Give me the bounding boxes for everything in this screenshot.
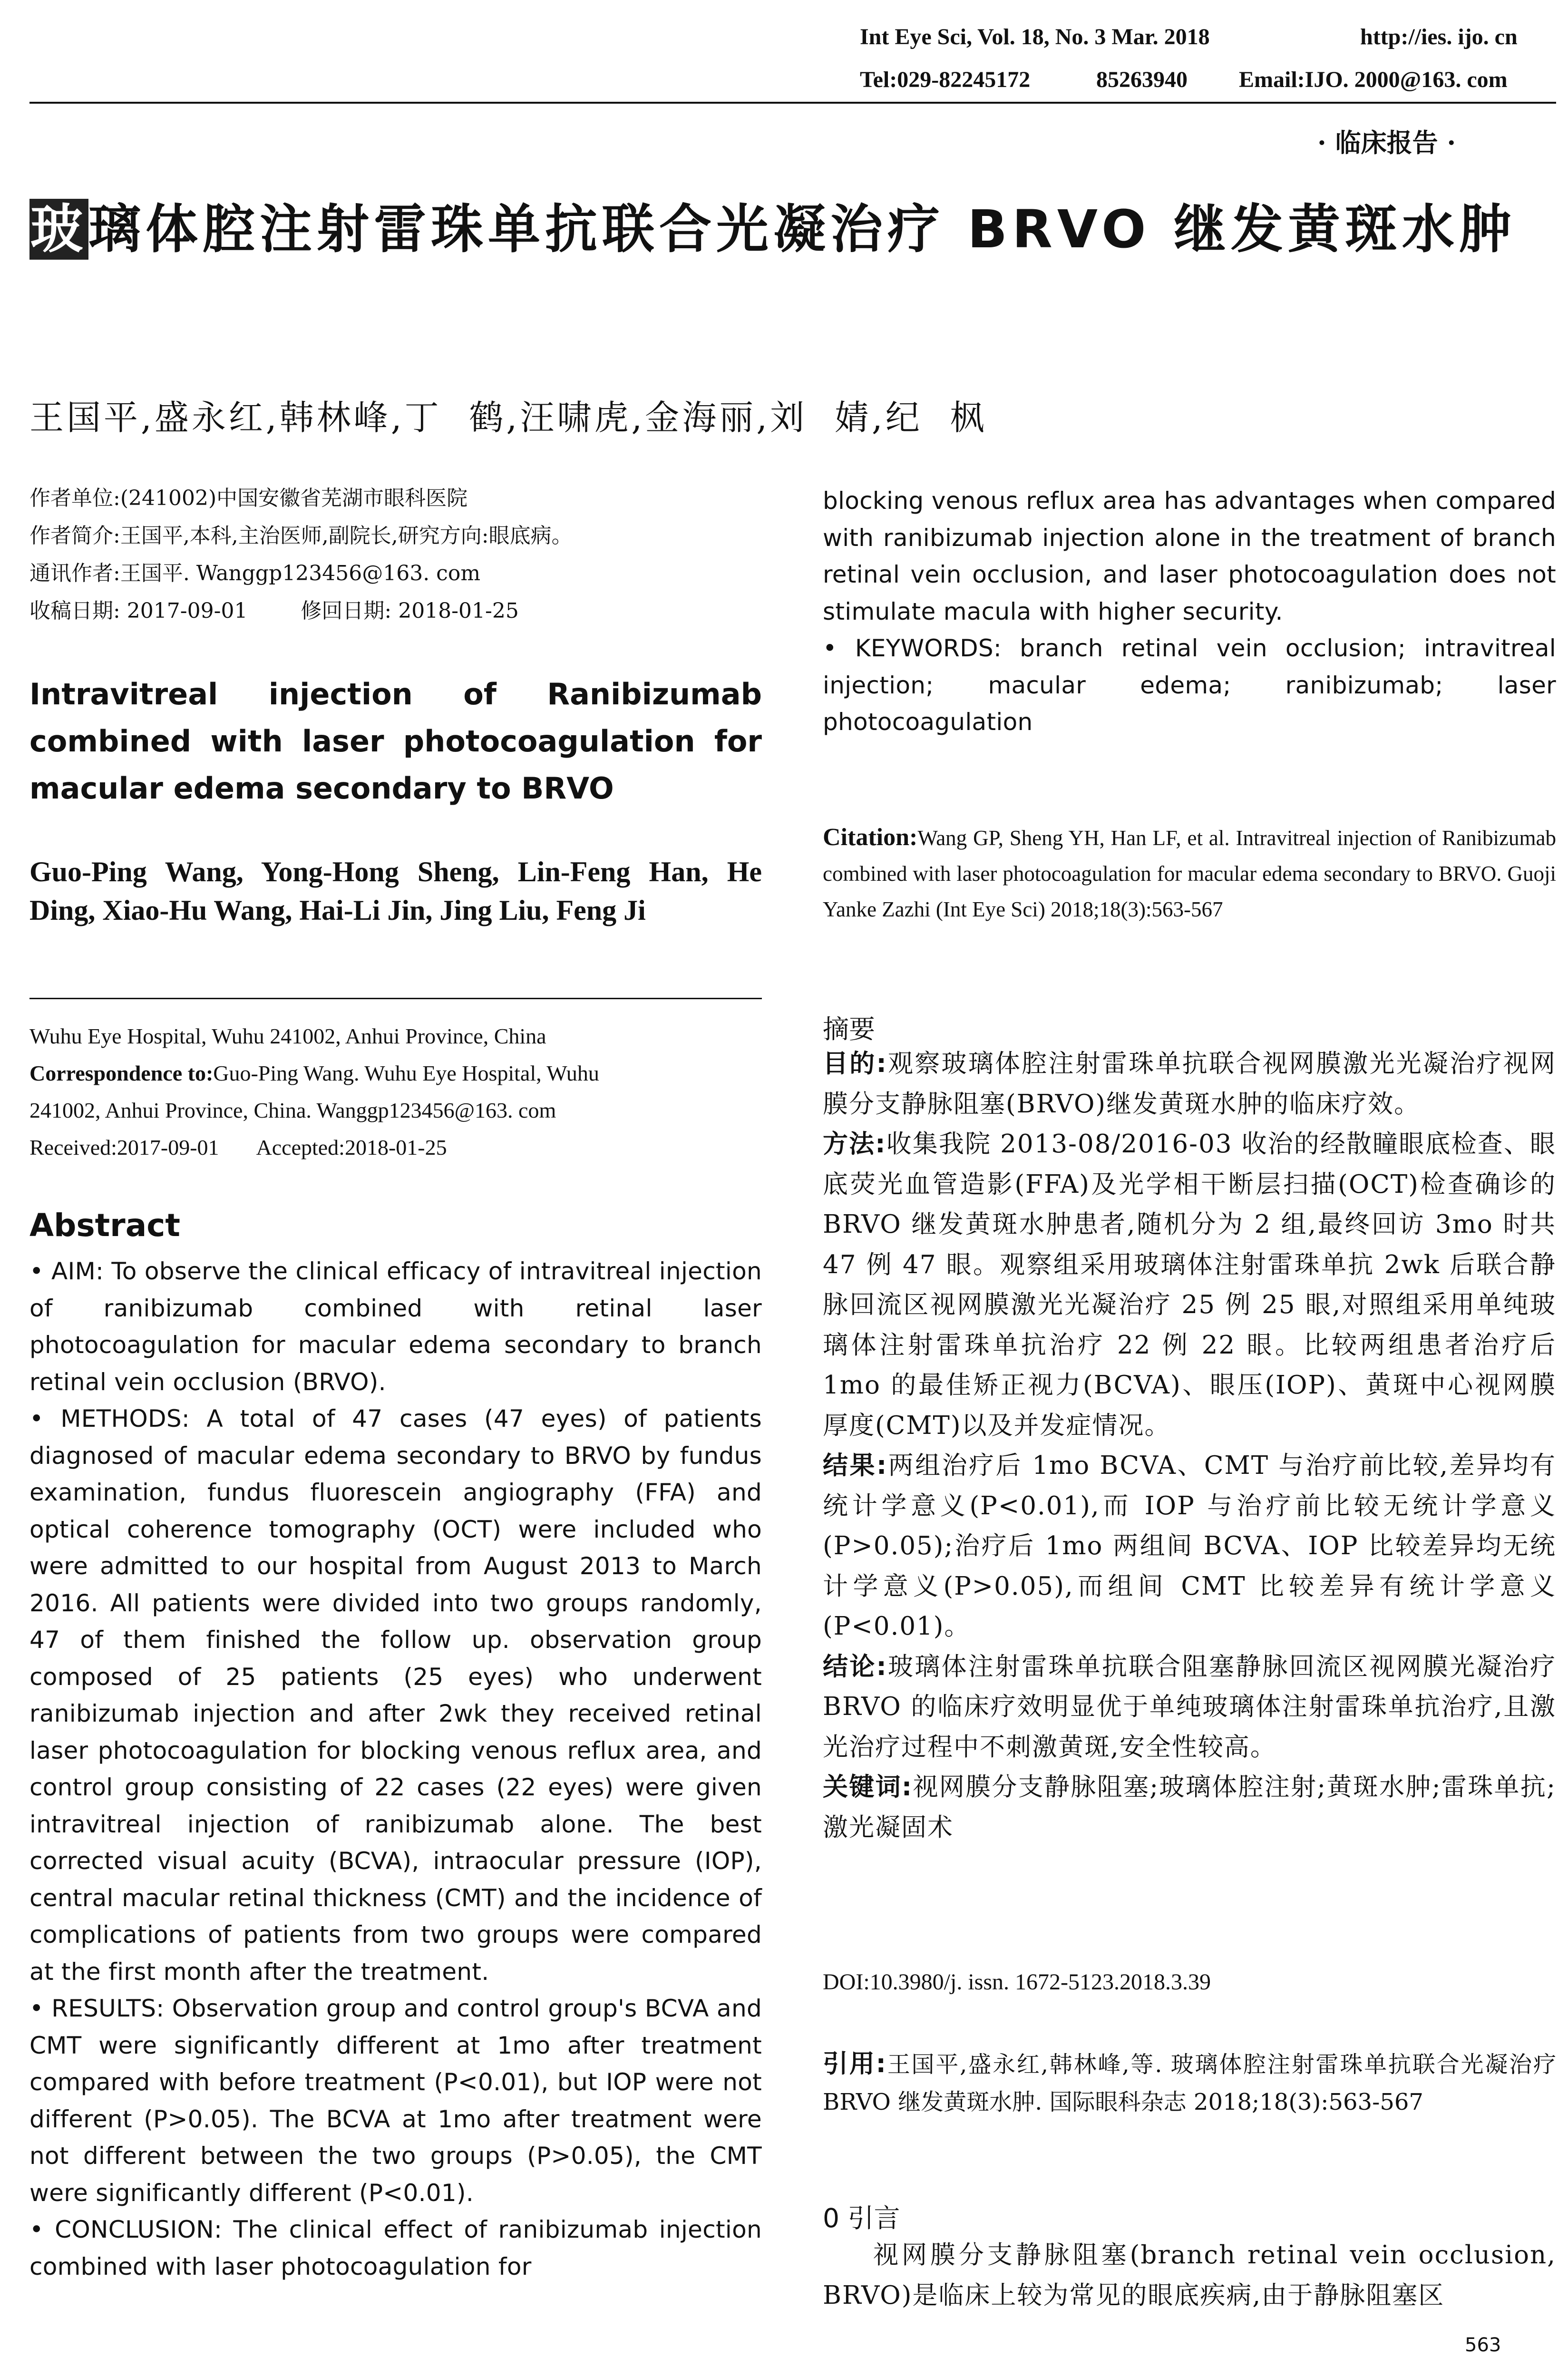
- intro-text: 视网膜分支静脉阻塞(branch retinal vein occlusion, BRVO)是临床上较为常见的眼底疾病,由于静脉阻塞区: [823, 2241, 1556, 2310]
- author-info-en: [29, 1018, 762, 1166]
- abstract-cn-conclusion-text: 玻璃体注射雷珠单抗联合阻塞静脉回流区视网膜光凝治疗 BRVO 的临床疗效明显优于单纯玻璃体注射雷珠单抗治疗,且激光治疗过程中不刺激黄斑,安全性较高。: [823, 1652, 1556, 1762]
- section-tag: · 临床报告 ·: [1317, 127, 1456, 158]
- abstract-cn-aim: [823, 1044, 1556, 1124]
- author-divider: [29, 998, 762, 999]
- journal-header-line: Int Eye Sci, Vol. 18, No. 3 Mar. 2018: [860, 24, 1210, 49]
- reference-cn: [823, 2045, 1556, 2121]
- intro-heading: 0 引言: [823, 2203, 900, 2233]
- abstract-cn-heading: 摘要: [823, 1014, 876, 1044]
- abstract-methods: • METHODS: A total of 47 cases (47 eyes) of patients diagnosed of macular edema secondary to BRVO by fundus examination, fundus fluorescein angiography (FFA) and optical coherence tomography (OCT) were included who were admitted to our hospital from August 2013 to March 2016. All patients were divided into two groups randomly, 47 of them finished the follow up. observation group composed of 25 patients (25 eyes) who underwent ranibizumab injection and after 2wk they received retinal laser photocoagulation for blocking venous reflux area, and control group consisting of 22 cases (22 eyes) were given intravitreal injection of ranibizumab alone. The best corrected visual acuity (BCVA), intraocular pressure (IOP), central macular retinal thickness (CMT) and the incidence of complications of patients from two groups were compared at the first month after the treatment.: [29, 1405, 762, 1986]
- reference-cn-label: 引用:: [823, 2049, 886, 2078]
- abstract-cn-conclusion-label: 结论:: [823, 1652, 887, 1681]
- abstract-en-left: [29, 1253, 762, 2285]
- title-rest: 璃体腔注射雷珠单抗联合光凝治疗 BRVO 继发黄斑水肿: [88, 199, 1516, 260]
- citation-block: [823, 819, 1556, 927]
- abstract-cn-results-text: 两组治疗后 1mo BCVA、CMT 与治疗前比较,差异均有统计学意义(P<0.01),而 IOP 与治疗前比较无统计学意义(P>0.05);治疗后 1mo 两组间 BCVA、IOP 比较差异均无统计学意义(P>0.05),而组间 CMT 比较差异有统计学意义(P<0.01)。: [823, 1451, 1556, 1641]
- hospital-en: Wuhu Eye Hospital, Wuhu 241002, Anhui Province, China: [29, 1024, 546, 1048]
- abstract-cn-aim-label: 目的:: [823, 1049, 887, 1078]
- author-unit: 作者单位:(241002)中国安徽省芜湖市眼科医院: [29, 486, 468, 510]
- journal-email[interactable]: Email:IJO. 2000@163. com: [1239, 67, 1508, 92]
- abstract-cn-methods-label: 方法:: [823, 1130, 886, 1159]
- abstract-keywords: • KEYWORDS: branch retinal vein occlusion; intravitreal injection; macular edema; ranibizumab; laser photocoagulation: [823, 634, 1556, 736]
- journal-url[interactable]: http://ies. ijo. cn: [1360, 24, 1518, 49]
- authors-cn: 王国平,盛永红,韩林峰,丁 鹤,汪啸虎,金海丽,刘 婧,纪 枫: [29, 398, 987, 438]
- abstract-cn-keywords: [823, 1767, 1556, 1848]
- corresponding-author: 通讯作者:王国平. Wanggp123456@163. com: [29, 561, 481, 585]
- abstract-cn-keywords-label: 关键词:: [823, 1773, 913, 1802]
- citation-label: Citation:: [823, 824, 918, 851]
- abstract-cn-methods-text: 收集我院 2013-08/2016-03 收治的经散瞳眼底检查、眼底荧光血管造影(FFA)及光学相干断层扫描(OCT)检查确诊的 BRVO 继发黄斑水肿患者,随机分为 2 组,最终回访 3mo 时共 47 例 47 眼。观察组采用玻璃体注射雷珠单抗 2wk 后联合静脉回流区视网膜激光光凝治疗 25 例 25 眼,对照组采用单纯玻璃体注射雷珠单抗治疗 22 例 22 眼。比较两组患者治疗后 1mo 的最佳矫正视力(BCVA)、眼压(IOP)、黄斑中心视网膜厚度(CMT)以及并发症情况。: [823, 1130, 1556, 1440]
- header-rule: [29, 102, 1556, 104]
- author-bio: 作者简介:王国平,本科,主治医师,副院长,研究方向:眼底病。: [29, 524, 573, 548]
- abstract-cn-conclusion: [823, 1647, 1556, 1768]
- title-first-char: 玻: [30, 199, 88, 260]
- abstract-conclusion-b: blocking venous reflux area has advantages when compared with ranibizumab injection alone in the treatment of branch retinal vein occlusion, and laser photocoagulation does not stimulate macula with higher security.: [823, 487, 1556, 625]
- abstract-cn-body: [823, 1044, 1556, 1848]
- correspondence-line-1: Guo-Ping Wang. Wuhu Eye Hospital, Wuhu: [213, 1061, 599, 1085]
- correspondence-en: [29, 1055, 762, 1092]
- journal-tel: Tel:029-82245172: [860, 67, 1031, 92]
- doi[interactable]: DOI:10.3980/j. issn. 1672-5123.2018.3.39: [823, 1969, 1211, 1995]
- page-title-cn: [29, 190, 1556, 269]
- abstract-conclusion-a: • CONCLUSION: The clinical effect of ranibizumab injection combined with laser photocoagulation for: [29, 2216, 762, 2280]
- page-number: 563: [1465, 2334, 1501, 2356]
- authors-en: Guo-Ping Wang, Yong-Hong Sheng, Lin-Feng Han, He Ding, Xiao-Hu Wang, Hai-Li Jin, Jing Liu, Feng Ji: [29, 856, 762, 926]
- abstract-cn-keywords-text: 视网膜分支静脉阻塞;玻璃体腔注射;黄斑水肿;雷珠单抗;激光凝固术: [823, 1773, 1556, 1842]
- abstract-heading: Abstract: [29, 1207, 180, 1244]
- abstract-en-right: [823, 483, 1556, 741]
- correspondence-line-2: 241002, Anhui Province, China. Wanggp123456@163. com: [29, 1098, 556, 1122]
- received-dates-en: Received:2017-09-01 Accepted:2018-01-25: [29, 1135, 447, 1159]
- abstract-cn-results: [823, 1446, 1556, 1647]
- abstract-cn-methods: [823, 1124, 1556, 1446]
- abstract-aim: • AIM: To observe the clinical efficacy of intravitreal injection of ranibizumab combined with retinal laser photocoagulation for macular edema secondary to branch retinal vein occlusion (BRVO).: [29, 1257, 762, 1396]
- page-title-en: Intravitreal injection of Ranibizumab combined with laser photocoagulation for macular edema secondary to BRVO: [29, 677, 762, 806]
- received-dates-cn: 收稿日期: 2017-09-01 修回日期: 2018-01-25: [29, 599, 519, 623]
- author-info-cn: [29, 479, 762, 630]
- abstract-results: • RESULTS: Observation group and control group's BCVA and CMT were significantly different at 1mo after treatment compared with before treatment (P<0.01), but IOP were not different (P>0.05). The BCVA at 1mo after treatment were not different between the two groups (P>0.05), the CMT were significantly different (P<0.01).: [29, 1995, 762, 2207]
- abstract-cn-aim-text: 观察玻璃体腔注射雷珠单抗联合视网膜激光光凝治疗视网膜分支静脉阻塞(BRVO)继发黄斑水肿的临床疗效。: [823, 1049, 1556, 1119]
- reference-cn-text: 王国平,盛永红,韩林峰,等. 玻璃体腔注射雷珠单抗联合光凝治疗 BRVO 继发黄斑水肿. 国际眼科杂志 2018;18(3):563-567: [823, 2051, 1556, 2115]
- correspondence-label: Correspondence to:: [29, 1061, 214, 1085]
- journal-tel-2: 85263940: [1096, 67, 1188, 92]
- citation-text: Wang GP, Sheng YH, Han LF, et al. Intravitreal injection of Ranibizumab combined with laser photocoagulation for macular edema secondary to BRVO. Guoji Yanke Zazhi (Int Eye Sci) 2018;18(3):563-567: [823, 826, 1556, 921]
- abstract-cn-results-label: 结果:: [823, 1451, 888, 1480]
